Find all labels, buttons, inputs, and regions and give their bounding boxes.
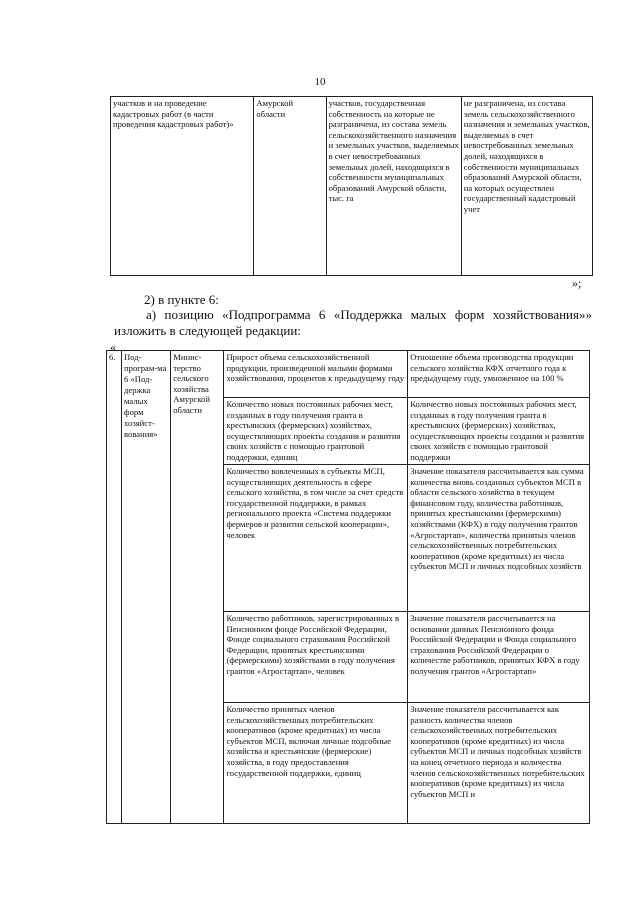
opening-quote: « bbox=[110, 340, 116, 354]
paragraph-item: 2) в пункте 6: bbox=[144, 292, 219, 307]
table-cell-indicator: участков, государственная собственность на которые не разграничена, из состава земель сельскохозяйственного назначения и земельных участков, выделяемых в счет невостребованных земельных долей, находящихся в собственности муниципальных образований Амурской области, тыс. га bbox=[326, 97, 461, 276]
table-cell-indicator: Количество работников, зарегистрированных в Пенсионном фонде Российской Федерации, Фонде социального страхования Российской Федерации, принятых крестьянскими (фермерскими) хозяйствами в году получения грантов «Агростартап», человек bbox=[224, 612, 408, 703]
table-cell-method: Значение показателя рассчитывается как разность количества членов сельскохозяйственных потребительских кооперативов (кроме кредитных) из числа субъектов МСП и личных подсобных хозяйств на конец отчетного периода и количества членов сельскохозяйственных потребительских кооперативов (кроме кредитных) из числа субъектов МСП и bbox=[408, 703, 590, 824]
table-cell-indicator: Количество принятых членов сельскохозяйственных потребительских кооперативов (кроме кредитных) из числа субъектов МСП, включая личные подсобные хозяйства и крестьянские (фермерские) хозяйства, в году предоставления государственной поддержки, единиц bbox=[224, 703, 408, 824]
table-cell-method: Количество новых постоянных рабочих мест, созданных в году получения гранта в крестьянских (фермерских) хозяйствах, осуществляющих проекты создания и развития своих хозяйств с помощью грантовой поддержки bbox=[408, 398, 590, 465]
continued-table bbox=[110, 96, 593, 276]
table-row bbox=[107, 351, 590, 398]
table-cell-indicator: Прирост объема сельскохозяйственной продукции, произведенной малыми формами хозяйствования, процентов к предыдущему году bbox=[224, 351, 408, 398]
table-cell-program: Под-програм-ма 6 «Под-держка малых форм хозяйст-вования» bbox=[122, 351, 171, 824]
table-cell-number: 6. bbox=[107, 351, 122, 824]
subprogram-table bbox=[106, 350, 590, 824]
table-cell-ministry: Минис-терство сельского хозяйства Амурской области bbox=[171, 351, 224, 824]
paragraph-instruction: а) позицию «Подпрограмма 6 «Поддержка малых форм хозяйствования»» изложить в следующей редакции: bbox=[114, 307, 592, 338]
table-cell-program: участков и на проведение кадастровых работ (в части проведения кадастровых работ)» bbox=[111, 97, 254, 276]
table-cell-indicator: Количество новых постоянных рабочих мест, созданных в году получения гранта в крестьянских (фермерских) хозяйствах, осуществляющих проекты создания и развития своих хозяйств с помощью грантовой поддержки, единиц bbox=[224, 398, 408, 465]
page-number: 10 bbox=[314, 76, 326, 88]
table-cell-method: не разграничена, из состава земель сельскохозяйственного назначения и земельных участков, выделяемых в счет невостребованных земельных долей, находящихся в собственности муниципальных образований Амурской области, на которых осуществлен государственный кадастровый учет bbox=[461, 97, 592, 276]
table-cell-method: Отношение объема производства продукции сельского хозяйства КФХ отчетного года к предыдущему году, умноженное на 100 % bbox=[408, 351, 590, 398]
table-cell-indicator: Количество вовлеченных в субъекты МСП, осуществляющих деятельность в сфере сельского хозяйства, в том числе за счет средств государственной поддержки, в рамках регионального проекта «Система поддержки фермеров и развития сельской кооперации», человек bbox=[224, 465, 408, 612]
table-row bbox=[111, 97, 593, 276]
closing-quote: »; bbox=[572, 276, 582, 290]
table-cell-method: Значение показателя рассчитывается как сумма количества вновь созданных субъектов МСП в области сельского хозяйства в текущем финансовом году, количества работников, принятых крестьянскими (фермерскими) хозяйствами (КФХ) в году получения грантов «Агростартап», количества принятых членов сельскохозяйственных потребительских кооперативов (кроме кредитных) из числа субъектов МСП и личных подсобных хозяйств bbox=[408, 465, 590, 612]
table-cell-ministry: Амурской области bbox=[254, 97, 326, 276]
table-cell-method: Значение показателя рассчитывается на основании данных Пенсионного фонда Российской Федерации и Фонда социального страхования Российской Федерации о количестве работников, принятых КФХ в году получения грантов «Агростартап» bbox=[408, 612, 590, 703]
